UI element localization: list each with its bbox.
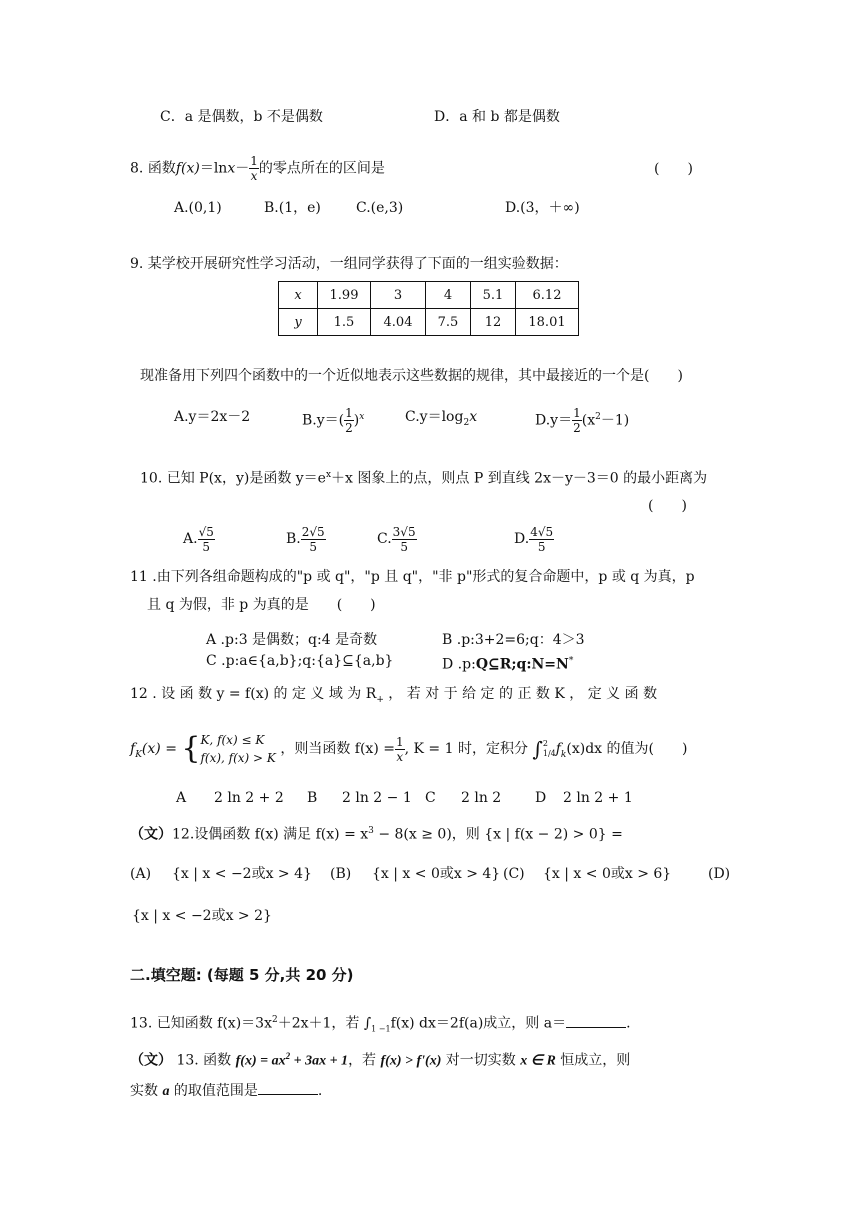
- integral-sign: ∫: [532, 737, 543, 761]
- q12-option-d: 2 ln 2 + 1: [563, 790, 633, 806]
- q9-optc-sub: 2: [463, 417, 470, 428]
- q13w-math-2: + 3ax + 1: [290, 1053, 349, 1069]
- q9-optb-num: 1: [345, 406, 353, 421]
- q13w-sup: 2: [285, 1051, 291, 1061]
- q8-text-a: 函数: [147, 160, 176, 177]
- q10-option-b: [286, 522, 326, 556]
- q10-option-d: [514, 522, 554, 556]
- q12-int-limits: [543, 739, 556, 759]
- q12w-option-b-label: (B): [330, 866, 352, 882]
- q9-optc-x: x: [469, 409, 478, 425]
- q8-text-d: 的零点所在的区间是: [258, 160, 385, 177]
- q8-option-a: A.(0,1): [174, 200, 222, 216]
- q10-opta-num: √5: [198, 524, 214, 539]
- table-cell: 5.1: [471, 282, 516, 309]
- q12-int-body-2: (x)dx 的值为( ): [566, 741, 688, 757]
- q11-option-b: B .p:3+2=6;q：4＞3: [442, 632, 585, 648]
- q13w-line2-a: 实数: [130, 1083, 163, 1099]
- q9-optd-c: －1): [600, 412, 630, 429]
- q7-option-c: C．a 是偶数，b 不是偶数: [160, 109, 323, 125]
- q13w-text-b: ，若: [348, 1052, 381, 1069]
- q9-optb-b: ): [353, 412, 360, 429]
- q12-brace: {: [181, 731, 201, 766]
- q9-optb-fraction: [344, 406, 354, 435]
- q9-optd-num: 1: [573, 406, 581, 421]
- q12w-text-a: 12.设偶函数 f(x) 满足 f(x) = x: [172, 826, 369, 843]
- q12-case-1: K, f(x) ≤ K: [200, 733, 265, 747]
- q9-optd-fraction: [572, 406, 582, 435]
- q12w-option-c-label: (C): [503, 866, 525, 882]
- q12w-option-a-label: (A): [130, 866, 152, 882]
- q9-option-c: [405, 402, 477, 438]
- q8-text-c: －: [235, 160, 250, 177]
- q13w-text-d: 恒成立，则: [555, 1052, 631, 1069]
- q11-option-a: A .p:3 是偶数；q:4 是奇数: [206, 632, 378, 648]
- q9-optb-sup: x: [359, 412, 365, 422]
- q8-stem: [130, 154, 385, 183]
- q13-text-b: ＋2x＋1，若 ∫: [277, 1015, 372, 1032]
- q12w-option-a: {x | x < −2或x > 4}: [172, 866, 312, 882]
- q9-optd-sup: 2: [595, 412, 601, 422]
- q13-sup: 2: [271, 1015, 278, 1025]
- q13w-math-3: f(x) > f'(x): [380, 1053, 442, 1069]
- q10-optc-label: C.: [377, 531, 392, 547]
- q12-sub: +: [376, 694, 384, 705]
- q10-optd-fraction: [529, 525, 554, 554]
- q8-frac-num: 1: [250, 154, 258, 168]
- q10-optd-den: 5: [537, 539, 546, 554]
- q10-optd-num: 4√5: [530, 524, 554, 539]
- q8-fx: f(x): [175, 160, 200, 177]
- q10-stem: [140, 465, 707, 489]
- q9-option-d: [535, 402, 629, 436]
- q12-int-body: f: [555, 741, 561, 757]
- q11-option-d: [442, 651, 573, 675]
- q12-int-bot: 1/4: [542, 749, 556, 758]
- table-cell: 1.5: [318, 309, 371, 336]
- table-row: [279, 309, 579, 336]
- q12w-option-b: {x | x < 0或x > 4}: [372, 866, 501, 882]
- q12-mid-num: 1: [395, 734, 404, 749]
- q13w-text-a: 13. 函数: [172, 1052, 236, 1069]
- q10-answer-paren: ( ): [648, 498, 687, 514]
- q8-text-b: ＝ln: [199, 160, 228, 177]
- q10-option-c: [377, 522, 417, 556]
- q12-fk: f: [130, 741, 136, 757]
- q8-answer-paren: ( ): [654, 161, 693, 177]
- q12-option-b-label: B: [307, 790, 318, 806]
- q11-stem-2: 且 q 为假，非 p 为真的是 ( ): [147, 597, 376, 613]
- q10-opta-label: A.: [183, 531, 198, 547]
- q12w-prefix: （文）: [130, 826, 172, 843]
- q10-opta-fraction: [198, 525, 215, 554]
- q10-optd-label: D.: [514, 531, 530, 547]
- q10-optc-num: 3√5: [392, 524, 416, 539]
- q13w-text-c: 对一切实数: [441, 1052, 521, 1069]
- q12-fk-sub: K: [135, 749, 142, 760]
- q9-option-a: A.y＝2x－2: [174, 409, 251, 425]
- q8-fraction: [249, 154, 259, 183]
- table-cell: 4.04: [371, 309, 426, 336]
- q13-text-a: 13. 已知函数 f(x)＝3x: [130, 1015, 272, 1032]
- q11-stem-1: 11 .由下列各组命题构成的"p 或 q"，"p 且 q"，"非 p"形式的复合命题中，p 或 q 为真，p: [130, 569, 695, 585]
- q10-text-a: 10. 已知 P(x，y)是函数 y＝e: [140, 470, 326, 487]
- q13-answer-blank[interactable]: [566, 1013, 626, 1028]
- q12-text-b: ， 若 对 于 给 定 的 正 数 K ， 定 义 函 数: [383, 686, 658, 702]
- q12w-option-d: {x | x < −2或x > 2}: [132, 908, 272, 924]
- q13w-line2-b: 的取值范围是: [169, 1083, 258, 1099]
- q9-optd-a: D.y＝: [535, 412, 573, 429]
- q9-data-table: [278, 281, 579, 336]
- q13w-math-1: f(x) = ax: [235, 1053, 286, 1069]
- table-cell: y: [279, 309, 318, 336]
- q9-optd-den: 2: [573, 421, 581, 436]
- q12-option-b: 2 ln 2 − 1: [342, 790, 412, 806]
- q12-cases: [200, 731, 275, 767]
- q9-option-b: [302, 402, 364, 436]
- q8-option-c: C.(e,3): [356, 200, 404, 216]
- q13w-line2-c: .: [317, 1083, 323, 1099]
- table-cell: 6.12: [516, 282, 579, 309]
- q13w-line-2: [130, 1080, 322, 1102]
- q13-limits: 1 −1: [371, 1024, 391, 1034]
- q13w-line2-math: a: [162, 1084, 170, 1099]
- table-cell: 18.01: [516, 309, 579, 336]
- q12-option-c-label: C: [425, 790, 436, 806]
- q7-option-d: D．a 和 b 都是偶数: [434, 109, 560, 125]
- table-cell: 3: [371, 282, 426, 309]
- q13-stem: [130, 1010, 631, 1039]
- q13w-stem: [130, 1046, 630, 1072]
- q12-mid-b: , K = 1 时，定积分: [404, 741, 528, 757]
- q8-option-d: D.(3，＋∞): [505, 200, 580, 216]
- section-title: 二.填空题: (每题 5 分,共 20 分): [130, 966, 354, 984]
- q12-case-2: f(x), f(x) > K: [200, 751, 276, 765]
- q12-mid: ，则当函数 f(x) =: [280, 741, 395, 757]
- q13-text-c: f(x) dx＝2f(a)成立，则 a＝: [390, 1015, 567, 1032]
- q13w-prefix: （文）: [130, 1052, 172, 1069]
- q12-stem-2: [130, 728, 687, 776]
- q12-option-a-label: A: [176, 790, 187, 806]
- q12w-option-d-label: (D): [708, 866, 731, 882]
- q11-optd-sup: *: [568, 656, 574, 666]
- q12-option-d-label: D: [535, 790, 547, 806]
- table-cell: 12: [471, 309, 516, 336]
- q10-optb-num: 2√5: [301, 524, 325, 539]
- q12-option-a: 2 ln 2 + 2: [214, 790, 284, 806]
- table-cell: x: [279, 282, 318, 309]
- q11-optd-b: Q⊆R;q:N=N: [475, 656, 569, 673]
- q10-optc-fraction: [392, 525, 417, 554]
- q10-text-b: ＋x 图象上的点，则点 P 到直线 2x－y－3＝0 的最小距离为: [331, 470, 708, 487]
- q12w-stem: [130, 821, 623, 845]
- q12-mid-den: x: [396, 749, 404, 764]
- q9-optd-b: (x: [581, 412, 596, 429]
- table-cell: 7.5: [426, 309, 471, 336]
- q12-option-c: 2 ln 2: [461, 790, 502, 806]
- q8-number: 8.: [130, 160, 144, 177]
- q12-text-a: 12 . 设 函 数 y = f(x) 的 定 义 域 为 R: [130, 686, 377, 702]
- q9-optc-a: C.y＝log: [405, 409, 464, 425]
- table-row: [279, 282, 579, 309]
- q10-optb-den: 5: [309, 539, 318, 554]
- q11-option-c: C .p:a∈{a,b};q:{a}⊆{a,b}: [206, 653, 394, 669]
- q12-mid-fraction: [395, 735, 405, 764]
- q10-opta-den: 5: [202, 539, 211, 554]
- q11-optd-a: D .p:: [442, 656, 476, 673]
- q8-frac-den: x: [250, 169, 258, 183]
- q10-optb-fraction: [301, 525, 326, 554]
- q12-int-sub: k: [560, 749, 567, 760]
- q9-stem: 9. 某学校开展研究性学习活动，一组同学获得了下面的一组实验数据：: [130, 256, 568, 272]
- q8-x: x: [227, 160, 236, 177]
- q12-int-top: 2: [542, 739, 548, 748]
- q13w-math-4: x ∈ R: [520, 1053, 556, 1069]
- q13w-answer-blank[interactable]: [258, 1080, 318, 1095]
- q10-optc-den: 5: [400, 539, 408, 554]
- q9-optb-den: 2: [345, 421, 353, 436]
- q10-optb-label: B.: [286, 531, 301, 547]
- q12w-text-b: − 8(x ≥ 0)，则 {x | f(x − 2) > 0} =: [373, 826, 623, 843]
- q12-fk-b: (x) =: [141, 741, 177, 757]
- q9-stem-2: 现准备用下列四个函数中的一个近似地表示这些数据的规律，其中最接近的一个是( ): [140, 368, 683, 384]
- q12w-sup: 3: [368, 826, 374, 836]
- q12w-option-c: {x | x < 0或x > 6}: [543, 866, 672, 882]
- q10-sup: x: [325, 470, 332, 480]
- q8-option-b: B.(1，e): [264, 200, 321, 216]
- q9-optb-a: B.y＝(: [302, 412, 345, 429]
- q13-text-d: .: [626, 1015, 631, 1032]
- table-cell: 4: [426, 282, 471, 309]
- q12-stem-1: [130, 684, 657, 710]
- table-cell: 1.99: [318, 282, 371, 309]
- q10-option-a: [183, 522, 215, 556]
